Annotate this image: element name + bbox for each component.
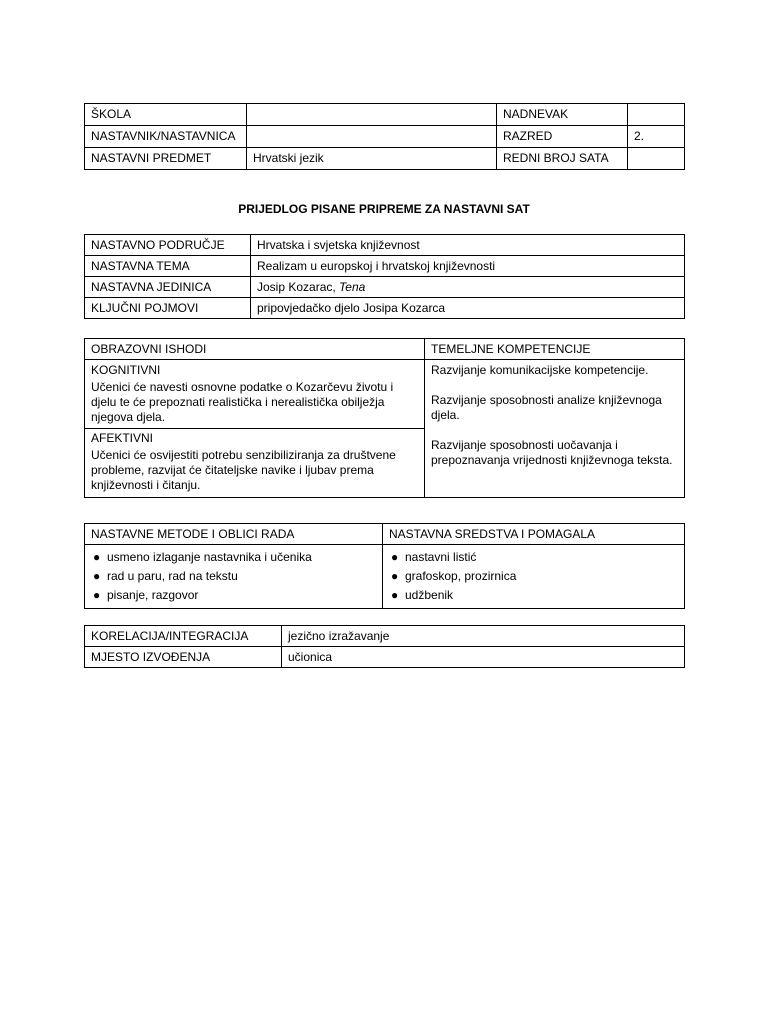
nadnevak-label: NADNEVAK xyxy=(497,104,628,126)
afektivni-block xyxy=(91,429,418,497)
table-row xyxy=(85,104,685,126)
bullet-icon: ● xyxy=(391,588,399,602)
list-item: ● rad u paru, rad na tekstu xyxy=(91,567,376,586)
methods-table xyxy=(84,523,685,609)
skola-value xyxy=(247,104,497,126)
table-row xyxy=(85,256,685,277)
kompetencija-item: Razvijanje komunikacijske kompetencije. xyxy=(431,363,649,377)
table-row xyxy=(85,277,685,298)
lesson-table xyxy=(84,234,685,319)
metode-list xyxy=(91,548,376,605)
outcomes-table xyxy=(84,338,685,498)
kompetencije-cell xyxy=(425,360,685,498)
skola-label: ŠKOLA xyxy=(85,104,247,126)
sredstva-header: NASTAVNA SREDSTVA I POMAGALA xyxy=(383,524,685,545)
kognitivni-text: Učenici će navesti osnovne podatke o Kozarčevu životu i djelu te će prepoznati realistička i nerealistička obilježja njegova djela. xyxy=(91,380,394,424)
sredstva-list xyxy=(389,548,678,605)
bullet-icon: ● xyxy=(93,588,101,602)
korelacija-value: jezično izražavanje xyxy=(282,626,685,647)
jedinica-work: Tena xyxy=(339,279,366,294)
bullet-icon: ● xyxy=(391,550,399,564)
tema-value: Realizam u europskoj i hrvatskoj književnosti xyxy=(251,256,685,277)
table-row xyxy=(85,235,685,256)
korelacija-label: KORELACIJA/INTEGRACIJA xyxy=(85,626,282,647)
jedinica-label: NASTAVNA JEDINICA xyxy=(85,277,251,298)
list-item: ● grafoskop, prozirnica xyxy=(389,567,678,586)
table-row xyxy=(85,524,685,545)
bullet-icon: ● xyxy=(93,569,101,583)
metode-cell xyxy=(85,545,383,609)
redni-broj-label: REDNI BROJ SATA xyxy=(497,148,628,170)
table-row xyxy=(85,126,685,148)
afektivni-label: AFEKTIVNI xyxy=(91,431,154,445)
jedinica-author: Josip Kozarac, xyxy=(257,279,340,294)
razred-value: 2. xyxy=(628,126,685,148)
list-item: ● nastavni listić xyxy=(389,548,678,567)
kognitivni-block xyxy=(85,363,424,429)
kognitivni-label: KOGNITIVNI xyxy=(91,363,161,377)
sredstva-cell xyxy=(383,545,685,609)
ishodi-cell xyxy=(85,360,425,498)
list-item: ● pisanje, razgovor xyxy=(91,586,376,605)
pojmovi-value: pripovjedačko djelo Josipa Kozarca xyxy=(251,298,685,319)
nadnevak-value xyxy=(628,104,685,126)
ishodi-header: OBRAZOVNI ISHODI xyxy=(85,339,425,360)
table-row xyxy=(85,339,685,360)
redni-broj-value xyxy=(628,148,685,170)
kompetencije-header: TEMELJNE KOMPETENCIJE xyxy=(425,339,685,360)
mjesto-label: MJESTO IZVOĐENJA xyxy=(85,647,282,668)
header-table xyxy=(84,103,685,170)
correlation-table xyxy=(84,625,685,668)
tema-label: NASTAVNA TEMA xyxy=(85,256,251,277)
metode-header: NASTAVNE METODE I OBLICI RADA xyxy=(85,524,383,545)
table-row xyxy=(85,545,685,609)
table-row xyxy=(85,148,685,170)
razred-label: RAZRED xyxy=(497,126,628,148)
mjesto-value: učionica xyxy=(282,647,685,668)
table-row xyxy=(85,626,685,647)
kompetencija-item: Razvijanje sposobnosti uočavanja i prepoznavanja vrijednosti književnoga teksta. xyxy=(431,438,673,467)
pojmovi-label: KLJUČNI POJMOVI xyxy=(85,298,251,319)
list-item: ● usmeno izlaganje nastavnika i učenika xyxy=(91,548,376,567)
nastavnik-label: NASTAVNIK/NASTAVNICA xyxy=(85,126,247,148)
bullet-icon: ● xyxy=(391,569,399,583)
list-item: ● udžbenik xyxy=(389,586,678,605)
table-row xyxy=(85,360,685,498)
podrucje-value: Hrvatska i svjetska književnost xyxy=(251,235,685,256)
kompetencija-item: Razvijanje sposobnosti analize književnoga djela. xyxy=(431,393,662,422)
page-title: PRIJEDLOG PISANE PRIPREME ZA NASTAVNI SAT xyxy=(238,202,530,216)
predmet-label: NASTAVNI PREDMET xyxy=(85,148,247,170)
bullet-icon: ● xyxy=(93,550,101,564)
table-row xyxy=(85,647,685,668)
jedinica-value xyxy=(251,277,685,298)
afektivni-text: Učenici će osvijestiti potrebu senzibiliziranja za društvene probleme, razvijat će čitateljske navike i ljubav prema književnosti i čitanju. xyxy=(91,448,396,492)
nastavnik-value xyxy=(247,126,497,148)
predmet-value: Hrvatski jezik xyxy=(247,148,497,170)
table-row xyxy=(85,298,685,319)
podrucje-label: NASTAVNO PODRUČJE xyxy=(85,235,251,256)
